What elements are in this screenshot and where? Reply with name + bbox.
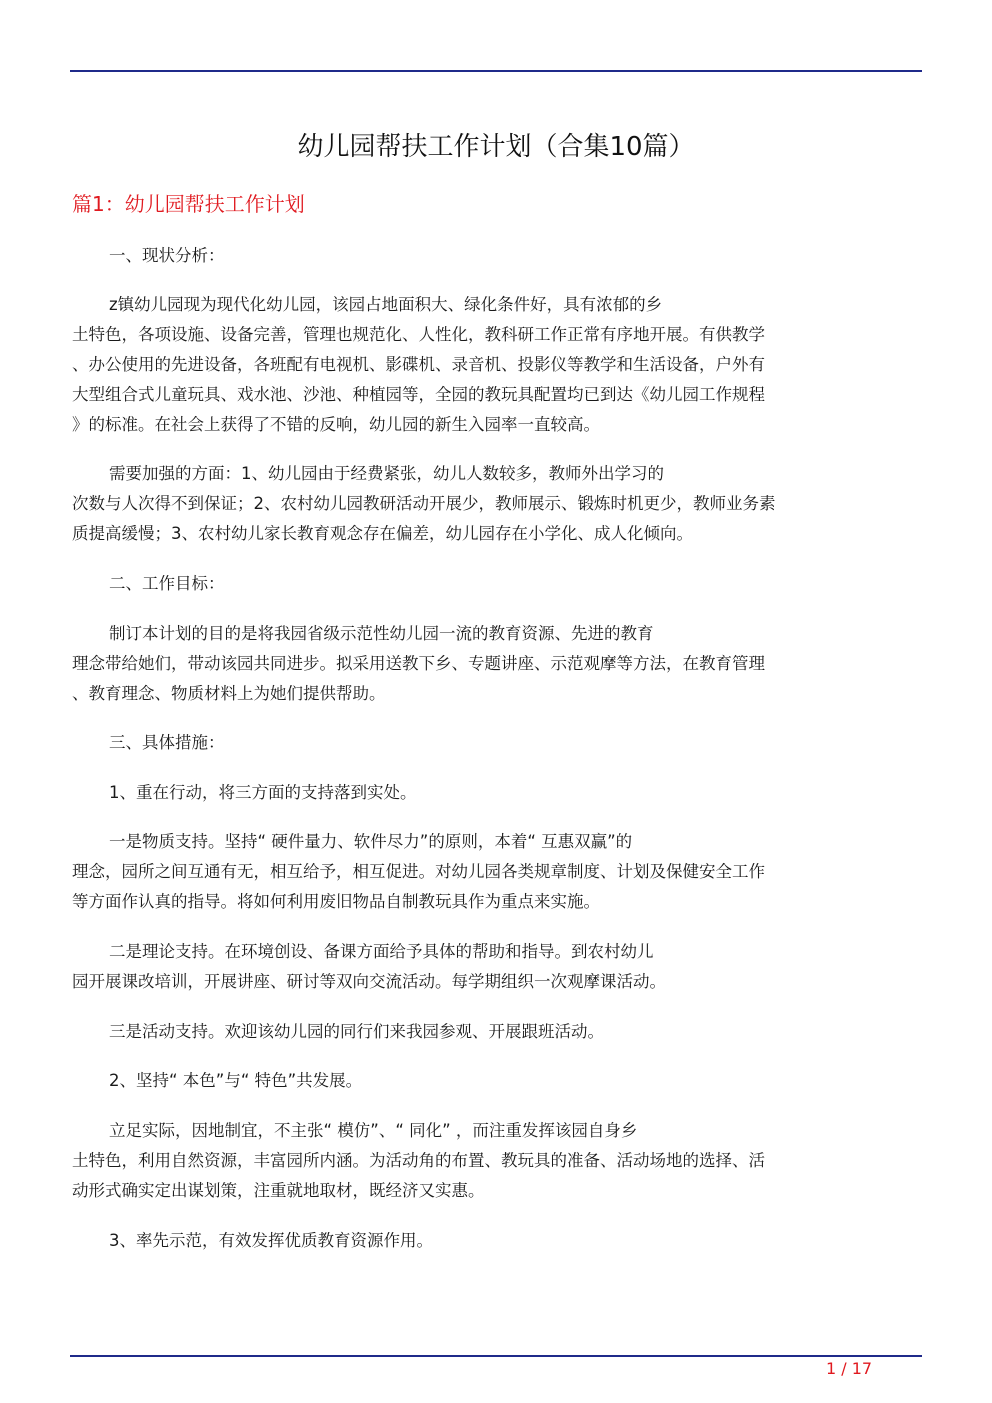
paragraph-local-features [72,1116,922,1206]
paragraph-goals [72,619,922,709]
paragraph-status-heading [72,241,922,271]
paragraph-line: 3、率先示范，有效发挥优质教育资源作用。 [109,1231,433,1250]
paragraph-line: 三是活动支持。欢迎该幼儿园的同行们来我园参观、开展跟班活动。 [109,1022,604,1041]
section-heading: 篇1：幼儿园帮扶工作计划 [72,192,305,216]
header-rule [70,70,922,72]
paragraph-line: 理念，园所之间互通有无，相互给予，相互促进。对幼儿园各类规章制度、计划及保健安全工作 [72,862,765,881]
footer-rule [70,1355,922,1357]
paragraph-line: 制订本计划的目的是将我园省级示范性幼儿园一流的教育资源、先进的教育 [109,624,654,643]
paragraph-measure-1 [72,778,922,808]
paragraph-line: 立足实际，因地制宜，不主张“ 模仿”、“ 同化” ，而注重发挥该园自身乡 [109,1121,638,1140]
paragraph-status-analysis [72,290,922,440]
paragraph-line: 土特色，利用自然资源，丰富园所内涵。为活动角的布置、教玩具的准备、活动场地的选择、活 [72,1151,765,1170]
paragraph-line: 园开展课改培训，开展讲座、研讨等双向交流活动。每学期组织一次观摩课活动。 [72,972,666,991]
paragraph-measures-heading [72,728,922,758]
document-title: 幼儿园帮扶工作计划（合集10篇） [297,132,695,162]
paragraph-line: 等方面作认真的指导。将如何利用废旧物品自制教玩具作为重点来实施。 [72,892,600,911]
page-number: 1 / 17 [826,1359,873,1378]
paragraph-line: 、办公使用的先进设备，各班配有电视机、影碟机、录音机、投影仪等教学和生活设备，户外有 [72,355,765,374]
paragraph-line: 二、工作目标： [109,574,225,593]
paragraph-line: 1、重在行动，将三方面的支持落到实处。 [109,783,417,802]
paragraph-material-support [72,827,922,917]
paragraph-line: 需要加强的方面：1、幼儿园由于经费紧张，幼儿人数较多，教师外出学习的 [109,464,664,483]
paragraph-line: 动形式确实定出谋划策，注重就地取材，既经济又实惠。 [72,1181,485,1200]
paragraph-line: 》的标准。在社会上获得了不错的反响，幼儿园的新生入园率一直较高。 [72,415,600,434]
paragraph-improvements [72,459,922,549]
paragraph-line: 三、具体措施： [109,733,225,752]
paragraph-line: 一、现状分析： [109,246,225,265]
paragraph-line: 2、坚持“ 本色”与“ 特色”共发展。 [109,1071,363,1090]
paragraph-line: 大型组合式儿童玩具、戏水池、沙池、种植园等，全园的教玩具配置均已到达《幼儿园工作规程 [72,385,765,404]
paragraph-line: 土特色，各项设施、设备完善，管理也规范化、人性化，教科研工作正常有序地开展。有供教学 [72,325,765,344]
paragraph-theory-support [72,937,922,997]
paragraph-line: 理念带给她们，带动该园共同进步。拟采用送教下乡、专题讲座、示范观摩等方法，在教育管理 [72,654,765,673]
paragraph-goals-heading [72,569,922,599]
paragraph-line: 一是物质支持。坚持“ 硬件量力、软件尽力”的原则，本着“ 互惠双赢”的 [109,832,633,851]
paragraph-measure-2 [72,1066,922,1096]
paragraph-measure-3 [72,1226,922,1256]
paragraph-line: 质提高缓慢；3、农村幼儿家长教育观念存在偏差，幼儿园存在小学化、成人化倾向。 [72,524,693,543]
paragraph-activity-support [72,1017,922,1047]
paragraph-line: 、教育理念、物质材料上为她们提供帮助。 [72,684,386,703]
paragraph-line: 二是理论支持。在环境创设、备课方面给予具体的帮助和指导。到农村幼儿 [109,942,654,961]
paragraph-line: z镇幼儿园现为现代化幼儿园，该园占地面积大、绿化条件好，具有浓郁的乡 [109,295,663,314]
paragraph-line: 次数与人次得不到保证；2、农村幼儿园教研活动开展少，教师展示、锻炼时机更少，教师业务素 [72,494,776,513]
